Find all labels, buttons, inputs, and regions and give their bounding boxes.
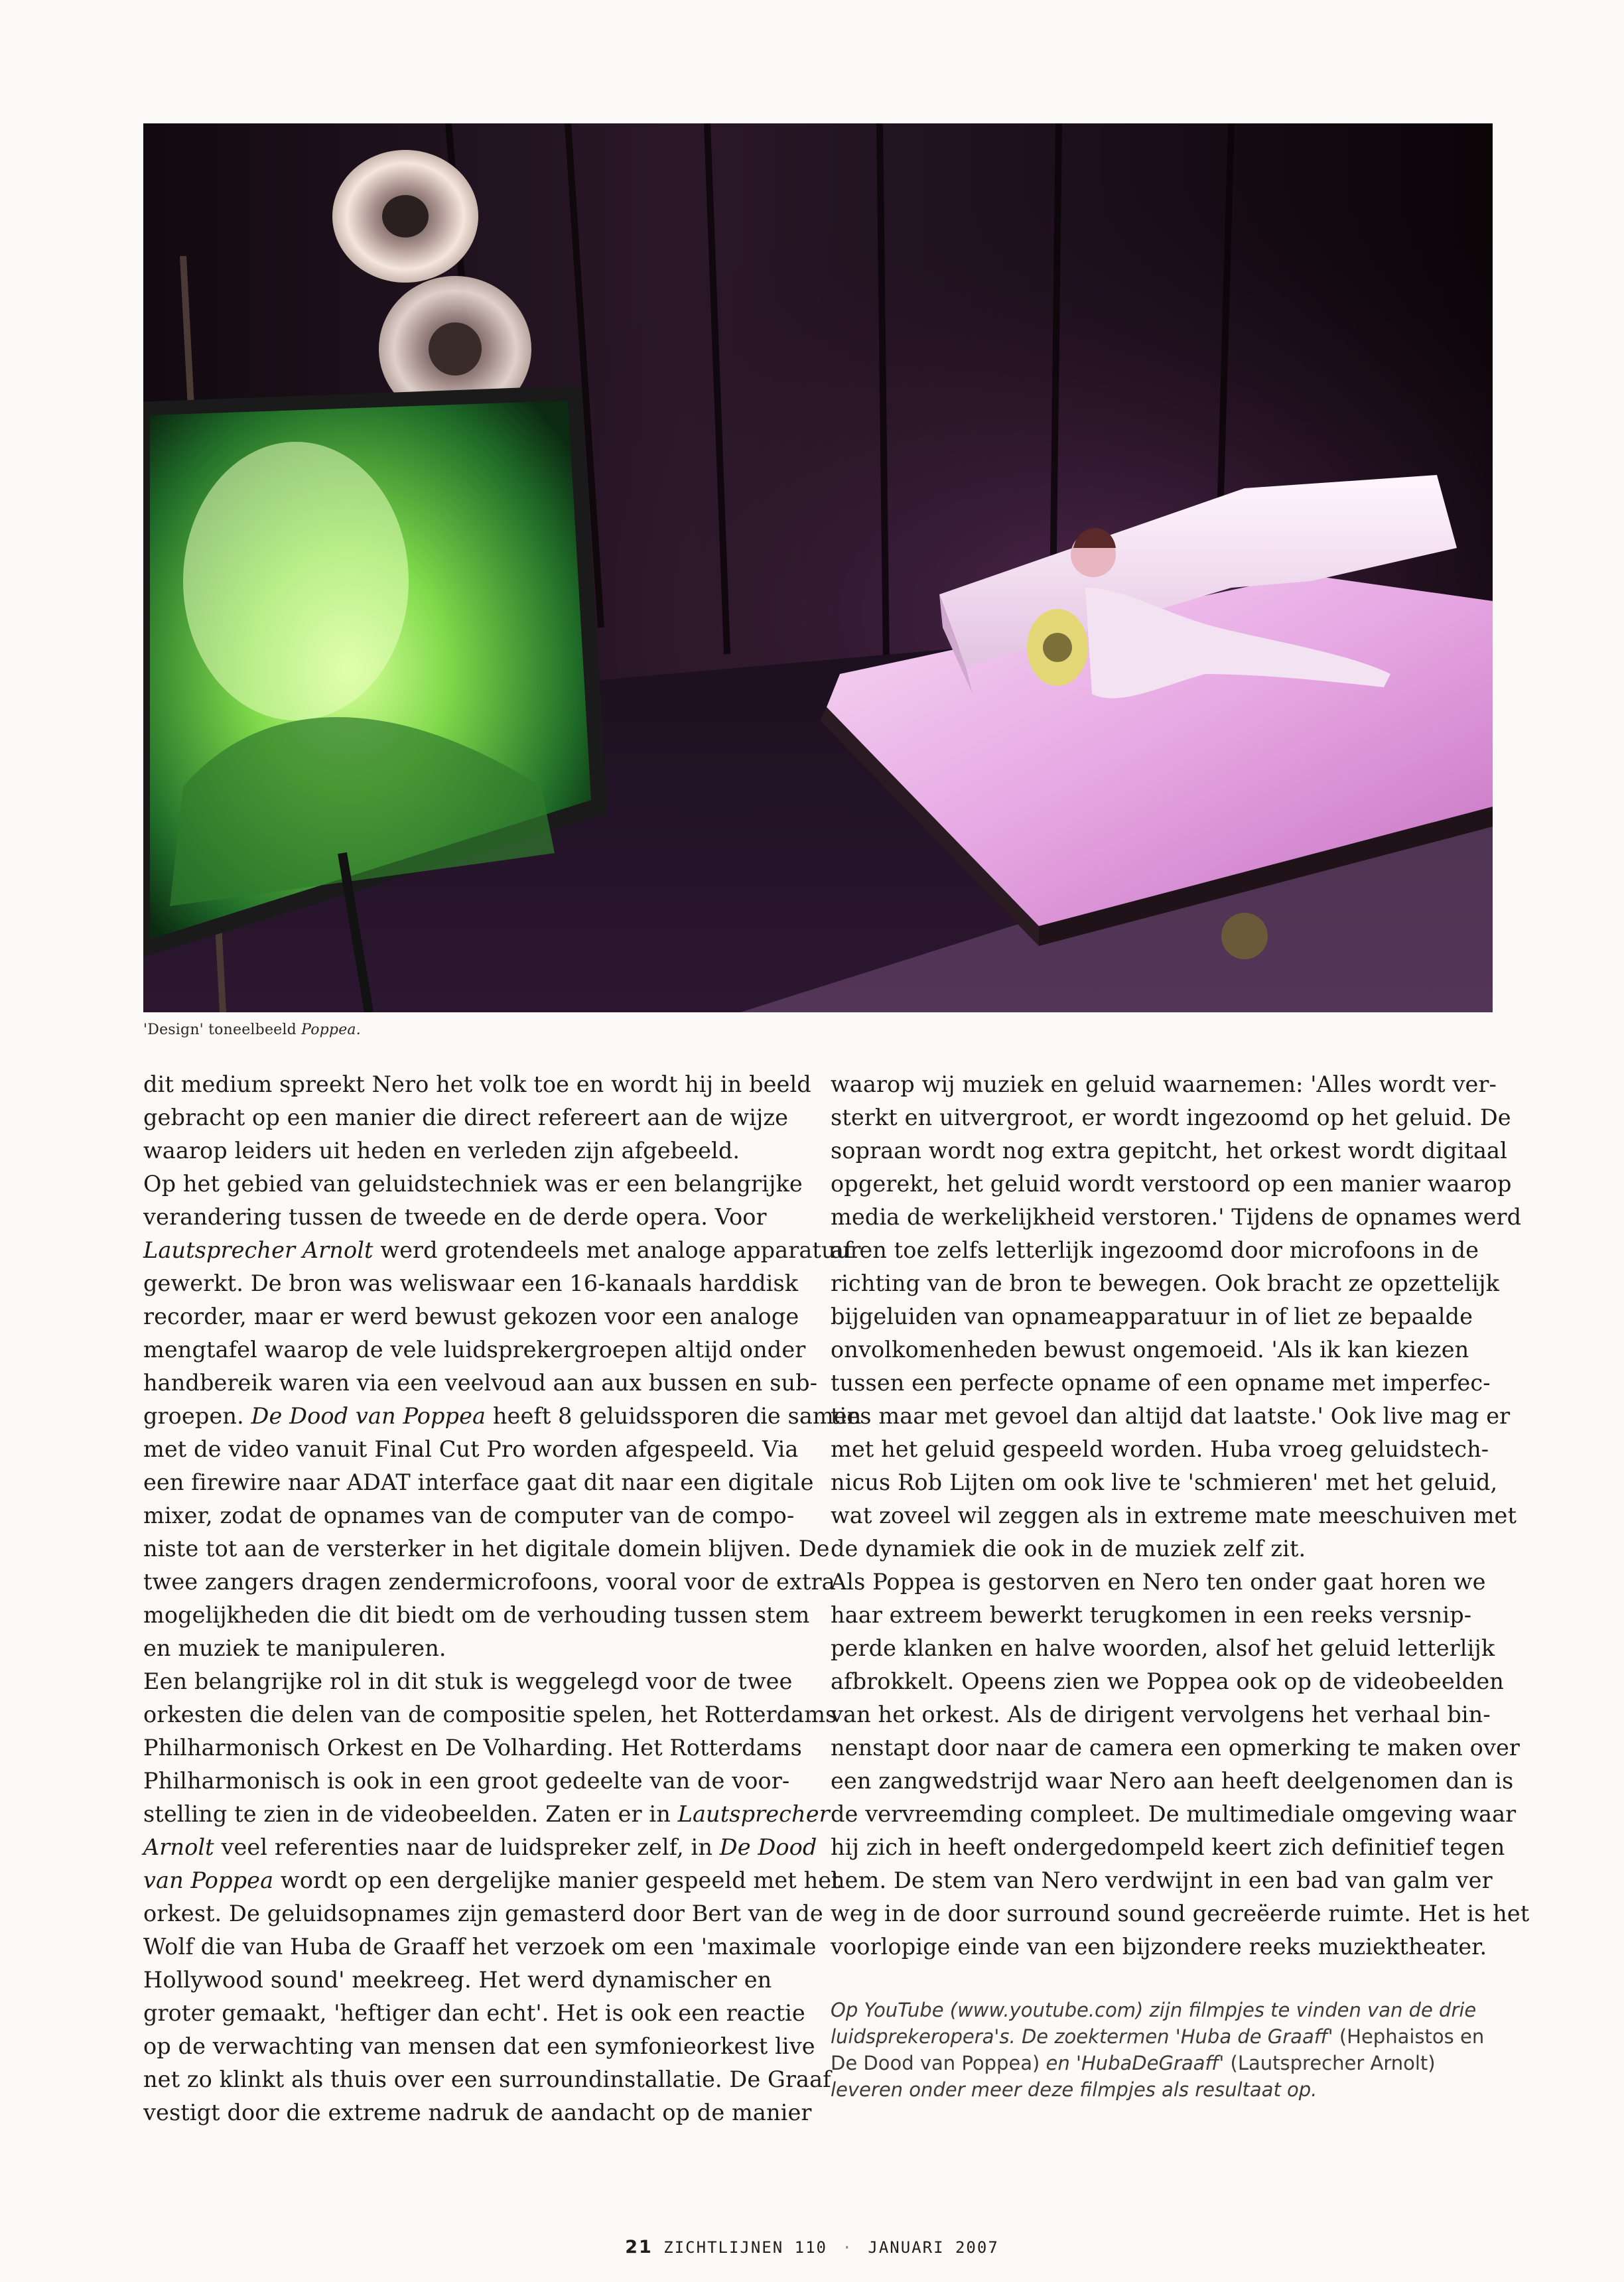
left-column-text: op de verwachting van mensen dat een symfonieorkest live	[143, 2033, 815, 2059]
right-column-line	[831, 1798, 1517, 1831]
left-column-text: De Dood	[719, 1834, 817, 1860]
left-column-line	[143, 1333, 813, 1367]
right-column-line	[831, 1599, 1491, 1632]
issue-date: JANUARI 2007	[868, 2238, 999, 2257]
footer-separator: ·	[842, 2238, 853, 2257]
left-column-line	[143, 1466, 813, 1499]
left-column-text: stelling te zien in de videobeelden. Zaten er in	[143, 1801, 678, 1827]
right-column-text: af en toe zelfs letterlijk ingezoomd door microfoons in de	[831, 1237, 1479, 1263]
caption-title: Poppea.	[301, 1022, 361, 1038]
right-column-text: wat zoveel wil zeggen als in extreme mate meeschuiven met	[831, 1503, 1517, 1528]
stage-photo	[143, 123, 1493, 1012]
left-column-line	[143, 1400, 862, 1433]
note-text: luidsprekeropera's. De zoektermen 'Huba de Graaff'	[831, 2025, 1339, 2048]
right-column-text: media de werkelijkheid verstoren.' Tijdens de opnames werd	[831, 1204, 1522, 1230]
right-column-line	[831, 1897, 1530, 1930]
left-column-line	[143, 1101, 813, 1134]
right-column-line	[831, 1068, 1497, 1101]
note-text: Op YouTube (www.youtube.com) zijn filmpjes te vinden van de drie	[831, 1999, 1477, 2021]
left-column-text: vestigt door die extreme nadruk de aandacht op de manier	[143, 2100, 812, 2125]
left-column-line	[143, 1300, 813, 1333]
right-column-text: nenstapt door naar de camera een opmerking te maken over	[831, 1735, 1520, 1761]
right-column-line	[831, 1665, 1504, 1698]
right-column-text: met het geluid gespeeld worden. Huba vroeg geluidstech-	[831, 1436, 1489, 1462]
left-column-line	[143, 1698, 837, 1731]
left-column-text: Lautsprecher Arnolt	[143, 1237, 373, 1263]
right-column-line	[831, 1168, 1512, 1201]
right-column-line	[831, 1698, 1491, 1731]
note-text: (Lautsprecher Arnolt)	[1230, 2052, 1436, 2074]
right-column-line	[831, 1499, 1517, 1532]
right-column-line	[831, 1831, 1505, 1864]
right-column-text: haar extreem bewerkt terugkomen in een reeks versnip-	[831, 1602, 1472, 1628]
right-column-line	[831, 1234, 1491, 1267]
right-column-text: afbrokkelt. Opeens zien we Poppea ook op de videobeelden	[831, 1668, 1504, 1694]
right-column-text: van het orkest. Als de dirigent vervolgens het verhaal bin-	[831, 1702, 1491, 1727]
left-column-text: net zo klinkt als thuis over een surroundinstallatie. De Graaf	[143, 2066, 831, 2092]
right-column-text: ties maar met gevoel dan altijd dat laatste.' Ook live mag er	[831, 1403, 1511, 1429]
caption-prefix: 'Design' toneelbeeld	[143, 1022, 302, 1038]
right-column-text: de dynamiek die ook in de muziek zelf zit.	[831, 1536, 1306, 1562]
left-column-line	[143, 2063, 831, 2096]
right-column-text: waarop wij muziek en geluid waarnemen: 'Alles wordt ver-	[831, 1071, 1497, 1097]
right-column-line	[831, 1201, 1522, 1234]
right-column-line	[831, 1101, 1511, 1134]
left-column-line	[143, 1367, 818, 1400]
left-column-line	[143, 1267, 813, 1300]
page-number: 21	[625, 2237, 653, 2257]
right-column-line	[831, 1367, 1491, 1400]
left-column-text: gebracht op een manier die direct refereert aan de wijze	[143, 1105, 789, 1130]
right-column-line	[831, 1300, 1491, 1333]
right-column-line	[831, 1433, 1491, 1466]
left-column-line	[143, 1599, 813, 1632]
left-column-text: mengtafel waarop de vele luidsprekergroepen altijd onder	[143, 1337, 806, 1363]
left-column-text: orkesten die delen van de compositie spelen, het Rotterdams	[143, 1702, 837, 1727]
note-line	[831, 2023, 1491, 2050]
note-line	[831, 2076, 1491, 2103]
left-column-line	[143, 1168, 813, 1201]
article-right-column	[831, 1068, 1530, 1964]
left-column-text: niste tot aan de versterker in het digitale domein blijven. De	[143, 1536, 830, 1562]
right-column-text: weg in de door surround sound gecreëerde ruimte. Het is het	[831, 1901, 1530, 1926]
right-column-text: richting van de bron te bewegen. Ook bracht ze opzettelijk	[831, 1270, 1499, 1296]
left-column-text: recorder, maar er werd bewust gekozen voor een analoge	[143, 1304, 799, 1329]
right-column-text: de vervreemding compleet. De multimediale omgeving waar	[831, 1801, 1517, 1827]
page-footer	[0, 2237, 1624, 2257]
left-column-line	[143, 2096, 813, 2129]
right-column-text: sopraan wordt nog extra gepitcht, het orkest wordt digitaal	[831, 1138, 1507, 1164]
right-column-line	[831, 1864, 1491, 1897]
right-column-line	[831, 1333, 1491, 1367]
left-column-text: gewerkt. De bron was weliswaar een 16-kanaals harddisk	[143, 1270, 799, 1296]
left-column-line	[143, 1897, 823, 1930]
right-column-line	[831, 1731, 1520, 1765]
left-column-text: Op het gebied van geluidstechniek was er een belangrijke	[143, 1171, 803, 1197]
right-column-line	[831, 1632, 1495, 1665]
left-column-line	[143, 1930, 817, 1964]
left-column-text: waarop leiders uit heden en verleden zijn afgebeeld.	[143, 1138, 740, 1164]
right-column-text: voorlopige einde van een bijzondere reeks muziektheater.	[831, 1934, 1487, 1960]
left-column-text: De Dood van Poppea	[251, 1403, 486, 1429]
left-column-line	[143, 1201, 813, 1234]
stage-photo-icon	[143, 123, 1493, 1012]
article-left-column	[143, 1068, 862, 2129]
left-column-text: mogelijkheden die dit biedt om de verhouding tussen stem	[143, 1602, 810, 1628]
left-column-line	[143, 1831, 817, 1864]
note-line	[831, 1997, 1491, 2023]
right-column-line	[831, 1930, 1491, 1964]
left-column-text: twee zangers dragen zendermicrofoons, vooral voor de extra	[143, 1569, 835, 1595]
left-column-text: orkest. De geluidsopnames zijn gemasterd door Bert van de	[143, 1901, 823, 1926]
right-column-text: hem. De stem van Nero verdwijnt in een bad van galm ver	[831, 1867, 1493, 1893]
left-column-text: Lautsprecher	[677, 1801, 830, 1827]
left-column-text: werd grotendeels met analoge apparatuur	[373, 1237, 861, 1263]
left-column-line	[143, 1798, 830, 1831]
right-column-line	[831, 1532, 1491, 1566]
left-column-text: veel referenties naar de luidspreker zelf, in	[214, 1834, 720, 1860]
right-column-text: bijgeluiden van opnameapparatuur in of liet ze bepaalde	[831, 1304, 1473, 1329]
left-column-line	[143, 1765, 813, 1798]
left-column-text: groter gemaakt, 'heftiger dan echt'. Het is ook een reactie	[143, 2000, 805, 2026]
photo-caption	[143, 1022, 361, 1038]
left-column-text: en muziek te manipuleren.	[143, 1635, 446, 1661]
left-column-line	[143, 1068, 813, 1101]
right-column-text: hij zich in heeft ondergedompeld keert zich definitief tegen	[831, 1834, 1505, 1860]
right-column-text: tussen een perfecte opname of een opname met imperfec-	[831, 1370, 1491, 1396]
right-column-text: perde klanken en halve woorden, alsof het geluid letterlijk	[831, 1635, 1495, 1661]
left-column-text: verandering tussen de tweede en de derde opera. Voor	[143, 1204, 767, 1230]
left-column-line	[143, 1731, 813, 1765]
right-column-text: Als Poppea is gestorven en Nero ten onder gaat horen we	[831, 1569, 1486, 1595]
left-column-line	[143, 1997, 813, 2030]
right-column-line	[831, 1134, 1507, 1168]
left-column-line	[143, 1499, 813, 1532]
left-column-text: heeft 8 geluidssporen die samen	[486, 1403, 862, 1429]
left-column-text: Philharmonisch is ook in een groot gedeelte van de voor-	[143, 1768, 790, 1794]
left-column-line	[143, 1665, 813, 1698]
left-column-text: een firewire naar ADAT interface gaat dit naar een digitale	[143, 1469, 814, 1495]
note-line	[831, 2050, 1491, 2076]
left-column-text: dit medium spreekt Nero het volk toe en wordt hij in beeld	[143, 1071, 811, 1097]
right-column-text: onvolkomenheden bewust ongemoeid. 'Als ik kan kiezen	[831, 1337, 1469, 1363]
magazine-name: ZICHTLIJNEN 110	[663, 2238, 828, 2257]
left-column-text: groepen.	[143, 1403, 251, 1429]
left-column-line	[143, 1532, 830, 1566]
right-column-line	[831, 1466, 1498, 1499]
right-column-line	[831, 1267, 1499, 1300]
right-column-line	[831, 1566, 1491, 1599]
left-column-text: handbereik waren via een veelvoud aan aux bussen en sub-	[143, 1370, 818, 1396]
left-column-text: van Poppea	[143, 1867, 274, 1893]
left-column-line	[143, 1234, 861, 1267]
left-column-line	[143, 1566, 835, 1599]
youtube-note	[831, 1997, 1491, 2103]
left-column-text: mixer, zodat de opnames van de computer van de compo-	[143, 1503, 795, 1528]
left-column-line	[143, 1134, 813, 1168]
note-text: De Dood van Poppea)	[831, 2052, 1040, 2074]
left-column-text: Philharmonisch Orkest en De Volharding. Het Rotterdams	[143, 1735, 802, 1761]
left-column-text: Een belangrijke rol in dit stuk is weggelegd voor de twee	[143, 1668, 793, 1694]
left-column-line	[143, 1433, 813, 1466]
note-text: en 'HubaDeGraaff'	[1040, 2052, 1231, 2074]
left-column-line	[143, 1864, 841, 1897]
right-column-line	[831, 1765, 1514, 1798]
left-column-text: wordt op een dergelijke manier gespeeld met het	[273, 1867, 841, 1893]
left-column-text: Wolf die van Huba de Graaff het verzoek om een 'maximale	[143, 1934, 817, 1960]
left-column-text: Arnolt	[143, 1834, 214, 1860]
left-column-line	[143, 1964, 813, 1997]
left-column-text: met de video vanuit Final Cut Pro worden afgespeeld. Via	[143, 1436, 799, 1462]
right-column-text: opgerekt, het geluid wordt verstoord op een manier waarop	[831, 1171, 1512, 1197]
right-column-text: sterkt en uitvergroot, er wordt ingezoomd op het geluid. De	[831, 1105, 1511, 1130]
left-column-line	[143, 2030, 813, 2063]
left-column-text: Hollywood sound' meekreeg. Het werd dynamischer en	[143, 1967, 772, 1993]
right-column-line	[831, 1400, 1511, 1433]
right-column-text: nicus Rob Lijten om ook live te 'schmieren' met het geluid,	[831, 1469, 1498, 1495]
note-text: (Hephaistos en	[1339, 2025, 1485, 2048]
left-column-line	[143, 1632, 813, 1665]
right-column-text: een zangwedstrijd waar Nero aan heeft deelgenomen dan is	[831, 1768, 1514, 1794]
note-text: leveren onder meer deze filmpjes als resultaat op.	[831, 2078, 1318, 2101]
